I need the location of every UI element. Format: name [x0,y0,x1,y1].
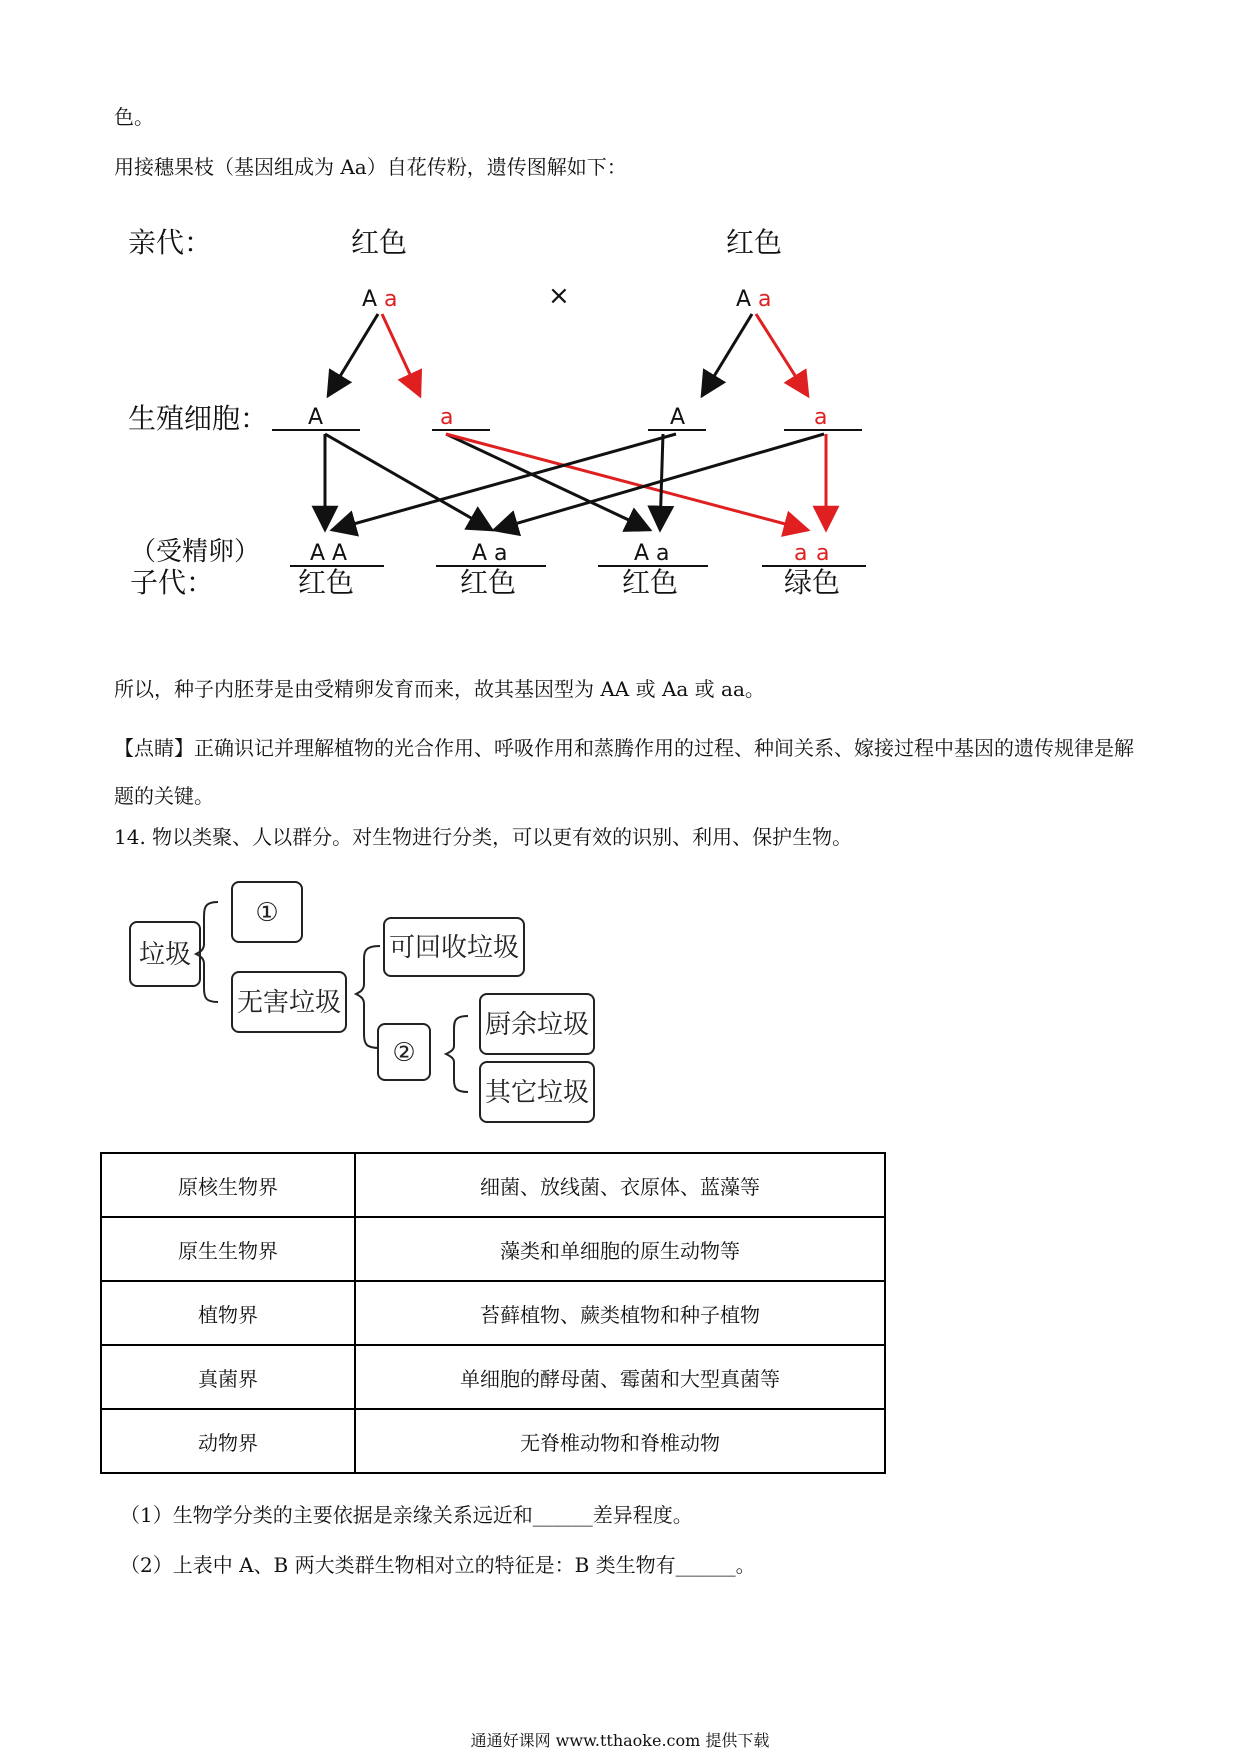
page-footer: 通通好课网 www.tthaoke.com 提供下载 [470,1731,770,1750]
kingdom-cell: 植物界 [101,1281,355,1345]
conclusion-line: 所以，种子内胚芽是由受精卵发育而来，故其基因型为 AA 或 Aa 或 aa。 [114,677,765,701]
question-14: 14. 物以类聚、人以群分。对生物进行分类，可以更有效的识别、利用、保护生物。 [114,825,853,849]
offspring-4-allele-1: a [794,541,808,566]
gamete-3: A [670,405,686,430]
examples-cell: 单细胞的酵母菌、霉菌和大型真菌等 [355,1345,885,1409]
offspring-2-allele-1: A [472,541,488,566]
parent-left-color: 红色 [351,226,408,259]
arrow-parent-right-to-A [702,314,752,396]
gamete-1: A [308,405,324,430]
parent-right-allele-a: a [758,287,772,312]
sub-question-1: （1）生物学分类的主要依据是亲缘关系远近和______差异程度。 [120,1503,693,1527]
classification-table [100,1152,886,1474]
gamete-label: 生殖细胞： [128,402,269,435]
kingdom-cell: 动物界 [101,1409,355,1473]
table-row [101,1409,885,1473]
table-row [101,1345,885,1409]
offspring-3-allele-2: a [656,541,670,566]
brace-node-2 [446,1016,468,1092]
table-row [101,1217,885,1281]
parent-left-allele-a: a [384,287,398,312]
cross-symbol: × [548,281,570,311]
arrow-gA1-to-Aa1 [325,434,492,530]
gamete-2: a [440,405,454,430]
offspring-3-color: 红色 [622,566,679,599]
top-fragment: 色。 [114,105,154,129]
kingdom-cell: 原核生物界 [101,1153,355,1217]
tree-node-1-label: ① [255,898,279,928]
tree-node-other-label: 其它垃圾 [484,1078,590,1108]
offspring-2-allele-2: a [494,541,508,566]
zygote-label: （受精卵） [130,537,261,567]
offspring-4-allele-2: a [816,541,830,566]
examples-cell: 藻类和单细胞的原生动物等 [355,1217,885,1281]
sub-question-2: （2）上表中 A、B 两大类群生物相对立的特征是：B 类生物有______。 [120,1553,756,1577]
parent-right-color: 红色 [726,226,783,259]
tree-node-harmless-label: 无害垃圾 [236,988,342,1018]
tree-node-kitchen-label: 厨余垃圾 [484,1010,590,1040]
tree-node-recyclable-label: 可回收垃圾 [388,933,520,963]
tree-node-2-label: ② [392,1038,416,1068]
offspring-1-allele-1: A [310,541,326,566]
parent-right-allele-A: A [736,287,752,312]
examples-cell: 无脊椎动物和脊椎动物 [355,1409,885,1473]
tree-root-label: 垃圾 [138,940,192,970]
garbage-tree [130,882,594,1122]
intro-line: 用接穗果枝（基因组成为 Aa）自花传粉，遗传图解如下： [114,155,627,179]
table-row [101,1153,885,1217]
gamete-4: a [814,405,828,430]
brace-root [196,902,218,1002]
offspring-4-color: 绿色 [784,566,841,599]
parent-label: 亲代： [128,226,213,259]
kingdom-cell: 原生生物界 [101,1217,355,1281]
arrow-parent-left-to-A [328,314,378,396]
offspring-label: 子代： [130,566,215,599]
examples-cell: 苔藓植物、蕨类植物和种子植物 [355,1281,885,1345]
offspring-1-allele-2: A [332,541,348,566]
arrow-parent-left-to-a [382,314,420,396]
offspring-3-allele-1: A [634,541,650,566]
arrow-parent-right-to-a [756,314,808,396]
brace-harmless [356,946,380,1048]
offspring-1-color: 红色 [298,566,355,599]
kingdom-cell: 真菌界 [101,1345,355,1409]
table-row [101,1281,885,1345]
examples-cell: 细菌、放线菌、衣原体、蓝藻等 [355,1153,885,1217]
parent-left-allele-A: A [362,287,378,312]
offspring-2-color: 红色 [460,566,517,599]
tip-paragraph: 【点睛】正确识记并理解植物的光合作用、呼吸作用和蒸腾作用的过程、种间关系、嫁接过程中基因的遗传规律是解题的关键。 [114,736,1134,808]
